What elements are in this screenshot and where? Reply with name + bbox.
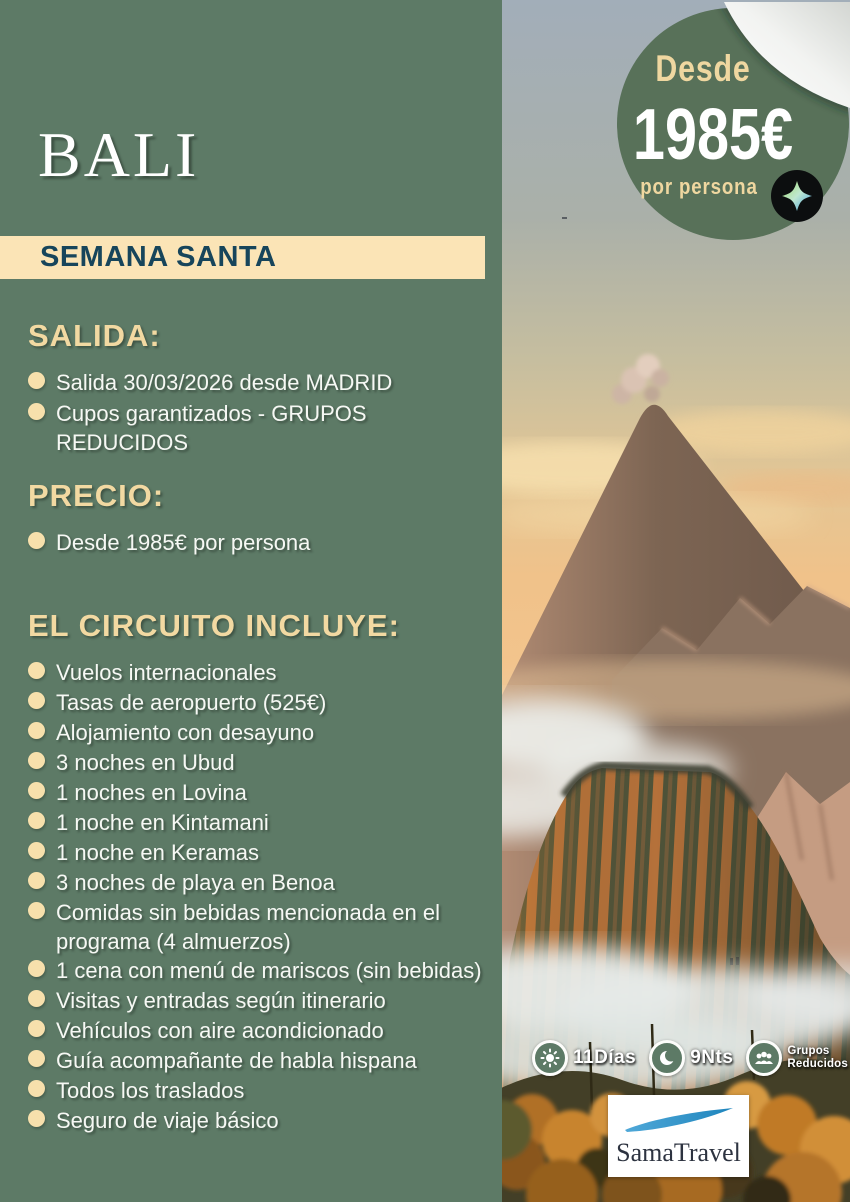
list-item: Comidas sin bebidas mencionada en el programa (4 almuerzos) bbox=[28, 898, 492, 956]
stat-days-label: 11Días bbox=[573, 1047, 637, 1068]
section-salida-heading: SALIDA: bbox=[28, 318, 161, 353]
season-banner bbox=[0, 236, 485, 279]
bullet-icon bbox=[28, 372, 45, 389]
list-item: Todos los traslados bbox=[28, 1076, 492, 1106]
bullet-icon bbox=[28, 1110, 45, 1127]
list-item: Seguro de viaje básico bbox=[28, 1106, 492, 1136]
sparkle-icon bbox=[771, 170, 823, 222]
destination-title: BALI bbox=[38, 119, 200, 190]
bullet-icon bbox=[28, 812, 45, 829]
list-item: 1 noche en Keramas bbox=[28, 838, 492, 868]
bullet-icon bbox=[28, 990, 45, 1007]
list-item: 1 cena con menú de mariscos (sin bebidas) bbox=[28, 956, 492, 986]
list-item: 1 noche en Kintamani bbox=[28, 808, 492, 838]
sama-travel-logo bbox=[608, 1095, 749, 1177]
list-item: Desde 1985€ por persona bbox=[28, 528, 492, 558]
list-item: Tasas de aeropuerto (525€) bbox=[28, 688, 492, 718]
list-item: Guía acompañante de habla hispana bbox=[28, 1046, 492, 1076]
bullet-icon bbox=[28, 662, 45, 679]
bullet-icon bbox=[28, 842, 45, 859]
sun-icon bbox=[532, 1040, 568, 1076]
bullet-icon bbox=[28, 782, 45, 799]
badge-prefix: Desde bbox=[655, 48, 751, 89]
section-circuito bbox=[0, 608, 502, 1136]
section-precio bbox=[0, 478, 502, 558]
bullet-icon bbox=[28, 752, 45, 769]
bullet-icon bbox=[28, 722, 45, 739]
price-badge-art bbox=[612, 2, 850, 244]
list-item: 3 noches de playa en Benoa bbox=[28, 868, 492, 898]
list-item: Vehículos con aire acondicionado bbox=[28, 1016, 492, 1046]
bullet-icon bbox=[28, 1020, 45, 1037]
logo-swoosh-icon bbox=[619, 1104, 739, 1138]
list-item: Vuelos internacionales bbox=[28, 658, 492, 688]
trip-stats-row bbox=[532, 1040, 849, 1076]
stat-nights bbox=[649, 1040, 733, 1076]
stat-groups-label: Grupos Reducidos bbox=[787, 1045, 849, 1070]
group-icon bbox=[746, 1040, 782, 1076]
section-circuito-heading: EL CIRCUITO INCLUYE: bbox=[28, 608, 400, 643]
section-salida bbox=[0, 318, 502, 458]
list-item: Visitas y entradas según itinerario bbox=[28, 986, 492, 1016]
section-precio-heading: PRECIO: bbox=[28, 478, 165, 513]
list-item: 1 noches en Lovina bbox=[28, 778, 492, 808]
list-item: Salida 30/03/2026 desde MADRID bbox=[28, 368, 492, 398]
bullet-icon bbox=[28, 1050, 45, 1067]
bullet-icon bbox=[28, 532, 45, 549]
stat-nights-label: 9Nts bbox=[690, 1047, 734, 1068]
bullet-icon bbox=[28, 403, 45, 420]
moon-icon bbox=[649, 1040, 685, 1076]
bullet-icon bbox=[28, 1080, 45, 1097]
bullet-icon bbox=[28, 960, 45, 977]
price-badge bbox=[612, 2, 850, 244]
stat-groups bbox=[746, 1040, 849, 1076]
badge-price: 1985€ bbox=[632, 95, 794, 175]
bullet-icon bbox=[28, 872, 45, 889]
season-banner-label: SEMANA SANTA bbox=[40, 241, 277, 273]
bullet-icon bbox=[28, 902, 45, 919]
logo-text: SamaTravel bbox=[616, 1138, 741, 1167]
stat-days bbox=[532, 1040, 636, 1076]
list-item: Cupos garantizados - GRUPOS REDUCIDOS bbox=[28, 399, 492, 457]
bullet-icon bbox=[28, 692, 45, 709]
list-item: 3 noches en Ubud bbox=[28, 748, 492, 778]
badge-suffix: por persona bbox=[640, 174, 758, 199]
list-item: Alojamiento con desayuno bbox=[28, 718, 492, 748]
